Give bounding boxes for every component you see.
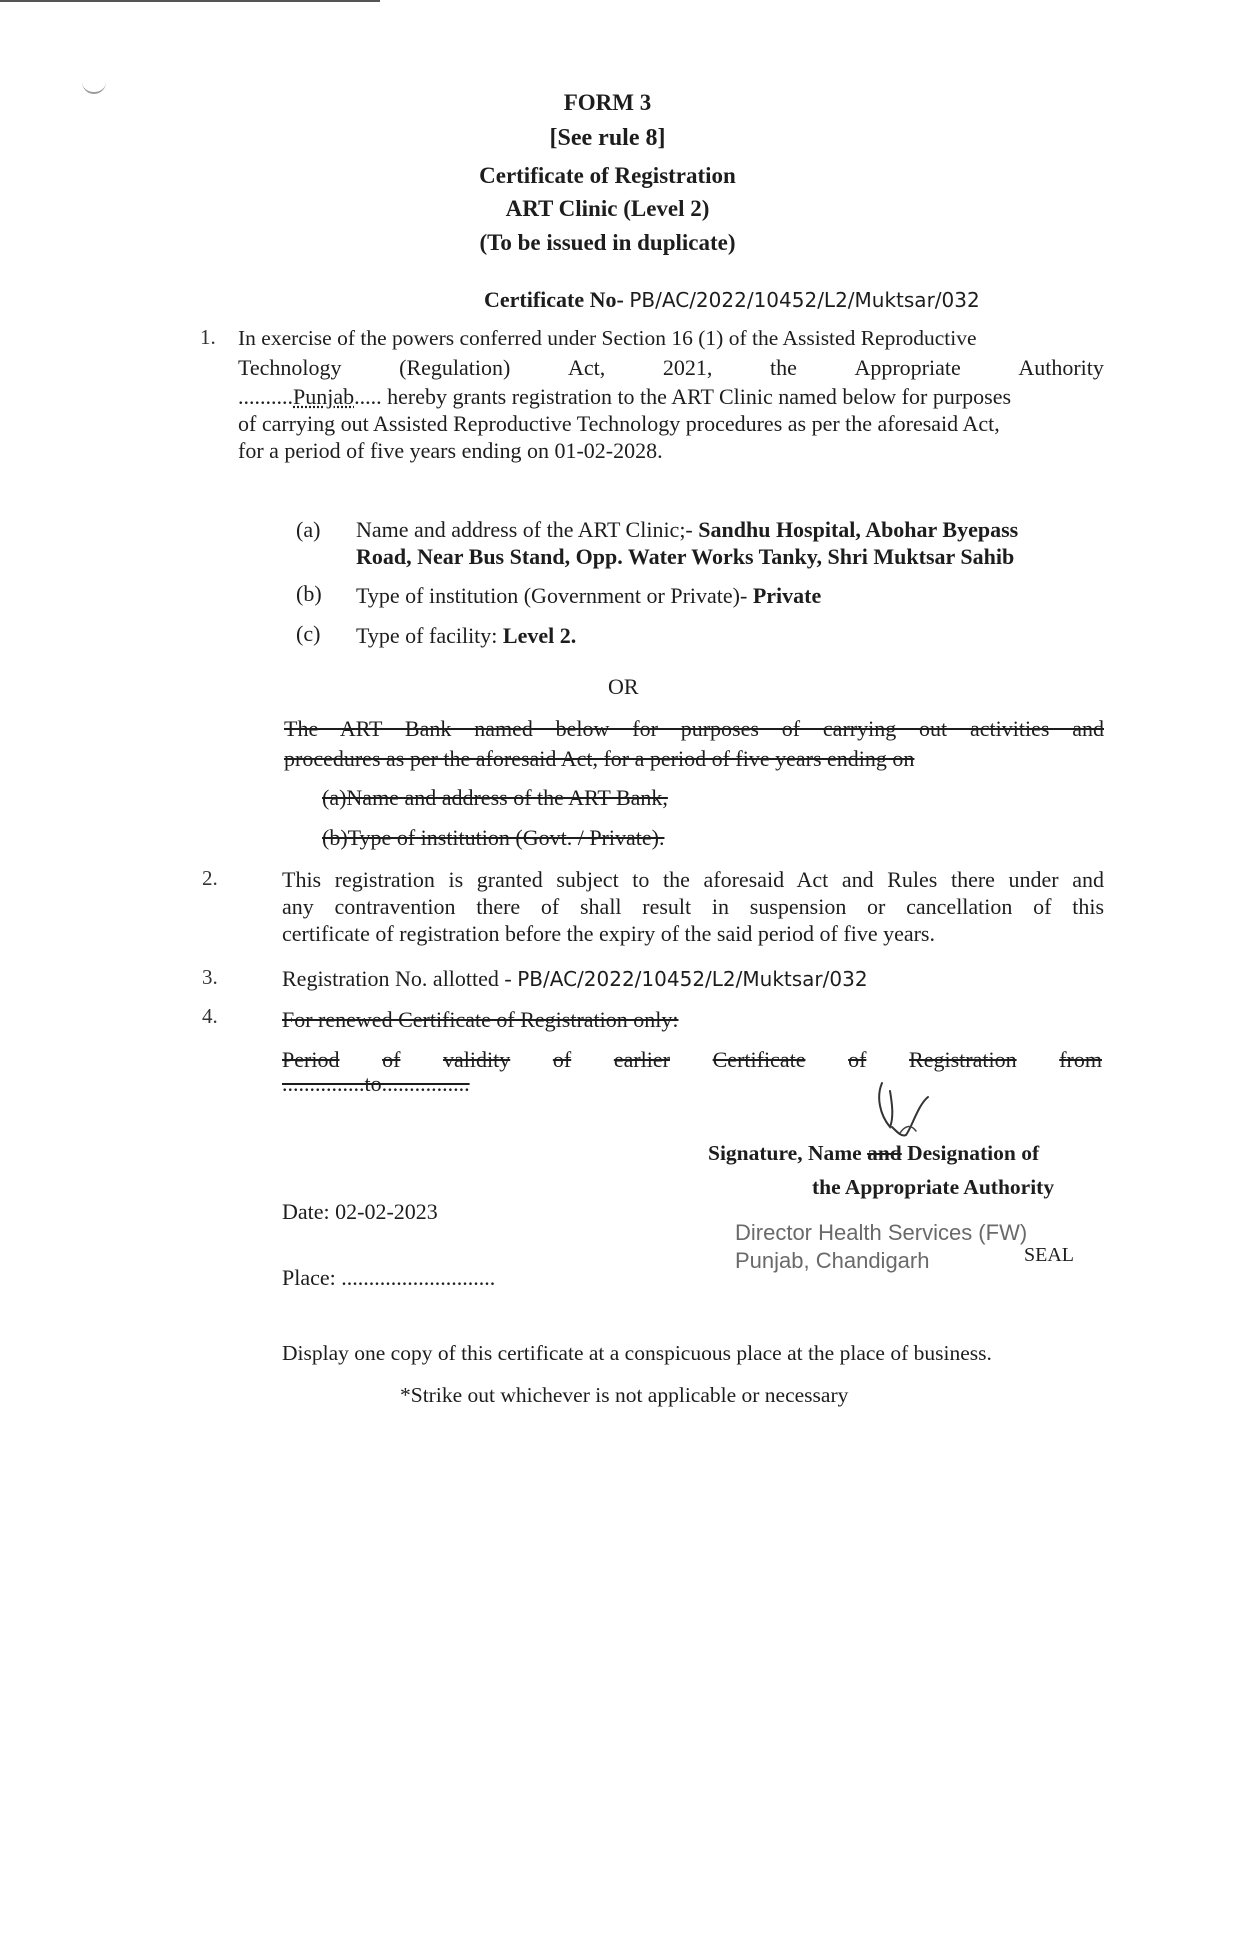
date-line: [282, 1198, 438, 1225]
strike-out-note: *Strike out whichever is not applicable or necessary: [400, 1383, 849, 1407]
art-bank-item-a: (a)Name and address of the ART Bank,: [322, 785, 668, 810]
place-value: ............................: [341, 1265, 496, 1290]
section-4-line-2-word: of: [552, 1047, 572, 1072]
certificate-subheading: ART Clinic (Level 2): [505, 196, 710, 221]
section-1-line-2-word: (Regulation): [399, 355, 511, 380]
item-b: [356, 582, 821, 609]
item-b-text: Type of institution (Government or Private)-: [356, 583, 748, 608]
section-4-line-2-word: validity: [443, 1047, 511, 1072]
section-1-paragraph: [238, 325, 1104, 464]
date-label: Date:: [282, 1199, 330, 1224]
section-1-line-1: In exercise of the powers conferred under Section 16 (1) of the Assisted Reproductive: [238, 326, 977, 350]
facility-level: Level 2.: [502, 623, 577, 648]
scan-edge-line: [0, 0, 380, 2]
section-4-line-2-word: Period: [282, 1047, 340, 1072]
item-c-label: (c): [296, 621, 321, 646]
section-4-line-2-word: of: [848, 1047, 867, 1072]
place-line: [282, 1264, 495, 1291]
section-4-line-2-word: Registration: [909, 1047, 1017, 1072]
dots-before: ..........: [238, 384, 293, 409]
section-4-line-3: ...............to................: [282, 1071, 470, 1096]
section-4-line-2-word: from: [1059, 1047, 1102, 1072]
clinic-name: Sandhu Hospital, Abohar Byepass: [698, 517, 1019, 542]
signature-label-b: Designation of: [901, 1141, 1040, 1165]
section-2-line-1: This registration is granted subject to the aforesaid Act and Rules there under and: [282, 867, 1104, 892]
or-separator: OR: [608, 674, 639, 699]
section-1-line-2-word: Authority: [1018, 355, 1104, 380]
section-1-line-3-text: hereby grants registration to the ART Clinic named below for purposes: [387, 384, 1012, 409]
signature-struck-word: and: [867, 1141, 902, 1165]
date-value: 02-02-2023: [335, 1199, 438, 1224]
registration-number: PB/AC/2022/10452/L2/Muktsar/032: [517, 967, 868, 991]
section-1-line-2-word: Appropriate: [854, 355, 961, 380]
section-3-line: [282, 965, 868, 993]
handwritten-signature: [872, 1075, 942, 1147]
section-1-line-2: [238, 354, 1104, 381]
section-1-line-2-word: the: [769, 355, 797, 380]
item-b-label: (b): [296, 581, 322, 606]
certificate-heading: Certificate of Registration: [479, 163, 736, 188]
art-bank-line-1: The ART Bank named below for purposes of carrying out activities and: [284, 716, 1104, 741]
item-a: [356, 516, 1106, 570]
section-4-number: 4.: [202, 1004, 218, 1028]
section-1-line-2-word: 2021,: [662, 355, 713, 380]
section-4-line-2-word: Certificate: [712, 1047, 806, 1072]
certificate-number-line: [484, 287, 980, 313]
section-4-line-2: [282, 1046, 1102, 1073]
section-2-line-2: any contravention there of shall result in suspension or cancellation of this: [282, 894, 1104, 919]
stamp-line-1: Director Health Services (FW): [735, 1220, 1028, 1245]
art-bank-line-2: procedures as per the aforesaid Act, for a period of five years ending on: [284, 746, 915, 771]
section-1-line-3: [238, 383, 1104, 410]
form-title: FORM 3: [563, 90, 652, 115]
signature-line-2: the Appropriate Authority: [812, 1175, 1055, 1199]
appropriate-authority-state: Punjab: [293, 384, 355, 409]
section-3-number: 3.: [202, 965, 218, 989]
clinic-address: Road, Near Bus Stand, Opp. Water Works Tanky, Shri Muktsar Sahib: [356, 544, 1015, 569]
seal-label: SEAL: [1024, 1244, 1074, 1266]
certificate-number: PB/AC/2022/10452/L2/Muktsar/032: [629, 288, 980, 312]
authority-stamp: [735, 1219, 1027, 1275]
institution-type: Private: [752, 583, 822, 608]
place-label: Place:: [282, 1265, 336, 1290]
section-1-line-2-word: Act,: [567, 355, 606, 380]
item-a-label: (a): [296, 517, 321, 542]
form-rule: [See rule 8]: [549, 125, 666, 151]
display-instruction: Display one copy of this certificate at a conspicuous place at the place of business.: [282, 1341, 992, 1365]
duplicate-note: (To be issued in duplicate): [479, 230, 736, 255]
section-4-line-1: For renewed Certificate of Registration only:: [282, 1007, 679, 1032]
section-4-line-2-word: earlier: [613, 1047, 670, 1072]
item-c-text: Type of facility:: [356, 623, 498, 648]
art-bank-item-b: (b)Type of institution (Govt. / Private).: [322, 825, 665, 850]
stamp-line-2: Punjab, Chandigarh: [735, 1248, 930, 1273]
section-2-number: 2.: [202, 866, 218, 890]
signature-label-a: Signature, Name: [708, 1141, 868, 1165]
item-c: [356, 622, 576, 649]
section-1-line-5: for a period of five years ending on 01-02-2028.: [238, 438, 663, 463]
certificate-number-label: Certificate No-: [484, 287, 624, 312]
item-a-text: Name and address of the ART Clinic;-: [356, 517, 693, 542]
dots-after: .....: [354, 384, 382, 409]
section-4-line-2-word: of: [382, 1047, 401, 1072]
section-1-number: 1.: [200, 325, 216, 349]
signature-line-1: [708, 1140, 1039, 1167]
section-1-line-4: of carrying out Assisted Reproductive Technology procedures as per the aforesaid Act,: [238, 411, 1000, 436]
section-2-line-3: certificate of registration before the expiry of the said period of five years.: [282, 921, 935, 946]
section-2-paragraph: [282, 866, 1104, 947]
section-1-line-2-word: Technology: [238, 355, 342, 380]
registration-number-label: Registration No. allotted -: [282, 966, 512, 991]
